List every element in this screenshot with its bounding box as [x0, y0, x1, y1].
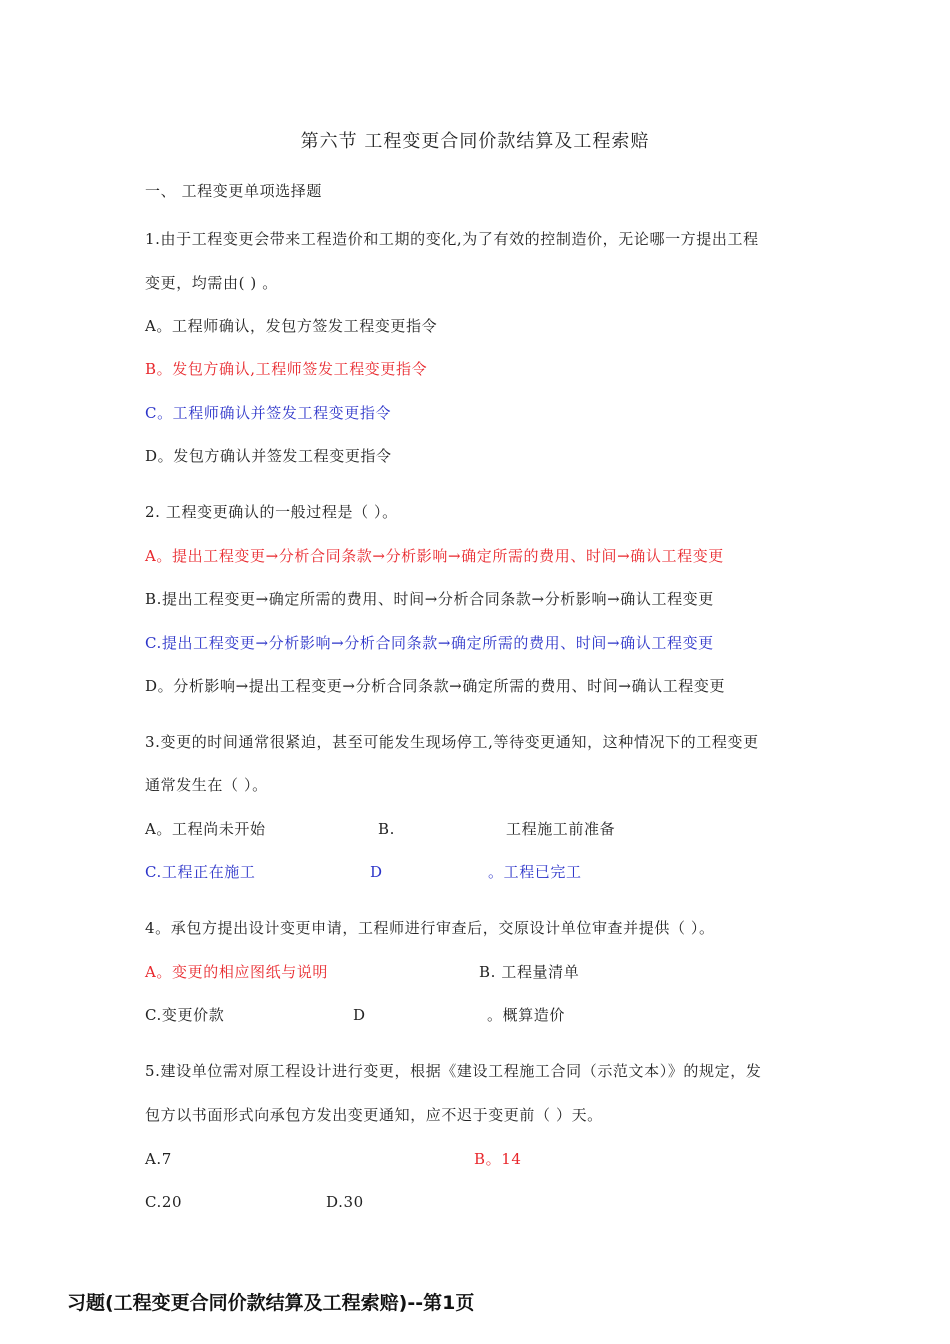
- question-5-option-b: B。14: [474, 1150, 522, 1168]
- question-1-stem-line-2: 变更，均需由( ) 。: [145, 274, 278, 292]
- question-3-option-d-text: 。工程已完工: [488, 863, 582, 881]
- question-4-option-b: B. 工程量清单: [479, 963, 580, 981]
- question-3-option-a: A。工程尚未开始: [145, 820, 266, 838]
- question-3-stem-line-1: 3.变更的时间通常很紧迫，甚至可能发生现场停工,等待变更通知，这种情况下的工程变更: [145, 733, 759, 751]
- question-5-option-a: A.7: [145, 1150, 172, 1168]
- question-4-option-c: C.变更价款: [145, 1006, 225, 1024]
- question-1-option-c: C。工程师确认并签发工程变更指令: [145, 404, 392, 422]
- question-1-option-d: D。发包方确认并签发工程变更指令: [145, 447, 392, 465]
- question-2-option-c: C.提出工程变更→分析影响→分析合同条款→确定所需的费用、时间→确认工程变更: [145, 634, 714, 652]
- question-5-option-c: C.20: [145, 1193, 183, 1211]
- question-1-stem-line-1: 1.由于工程变更会带来工程造价和工期的变化,为了有效的控制造价，无论哪一方提出工程: [145, 230, 759, 248]
- question-3-option-b-label: B.: [378, 820, 395, 838]
- section-heading: 一、 工程变更单项选择题: [145, 182, 322, 200]
- question-5-stem-line-1: 5.建设单位需对原工程设计进行变更，根据《建设工程施工合同（示范文本）》的规定，发: [145, 1062, 762, 1080]
- question-2-option-d: D。分析影响→提出工程变更→分析合同条款→确定所需的费用、时间→确认工程变更: [145, 677, 726, 695]
- question-3-stem-line-2: 通常发生在（ ）。: [145, 776, 268, 794]
- page-footer: 习题(工程变更合同价款结算及工程索赔)--第1页: [67, 1292, 475, 1314]
- question-2-stem: 2. 工程变更确认的一般过程是（ ）。: [145, 503, 398, 521]
- question-2-option-a: A。提出工程变更→分析合同条款→分析影响→确定所需的费用、时间→确认工程变更: [145, 547, 724, 565]
- question-1-option-b: B。发包方确认,工程师签发工程变更指令: [145, 360, 428, 378]
- question-4-option-d-label: D: [353, 1006, 366, 1024]
- question-5-option-d: D.30: [326, 1193, 364, 1211]
- question-2-option-b: B.提出工程变更→确定所需的费用、时间→分析合同条款→分析影响→确认工程变更: [145, 590, 714, 608]
- question-4-stem: 4。承包方提出设计变更申请，工程师进行审查后，交原设计单位审查并提供（ ）。: [145, 919, 715, 937]
- question-1-option-a: A。工程师确认，发包方签发工程变更指令: [145, 317, 438, 335]
- question-3-option-d-label: D: [370, 863, 383, 881]
- question-3-option-b-text: 工程施工前准备: [506, 820, 616, 838]
- question-3-option-c: C.工程正在施工: [145, 863, 256, 881]
- question-4-option-d-text: 。概算造价: [487, 1006, 566, 1024]
- page-title: 第六节 工程变更合同价款结算及工程索赔: [300, 131, 650, 152]
- question-5-stem-line-2: 包方以书面形式向承包方发出变更通知，应不迟于变更前（ ）天。: [145, 1106, 603, 1124]
- question-4-option-a: A。变更的相应图纸与说明: [145, 963, 329, 981]
